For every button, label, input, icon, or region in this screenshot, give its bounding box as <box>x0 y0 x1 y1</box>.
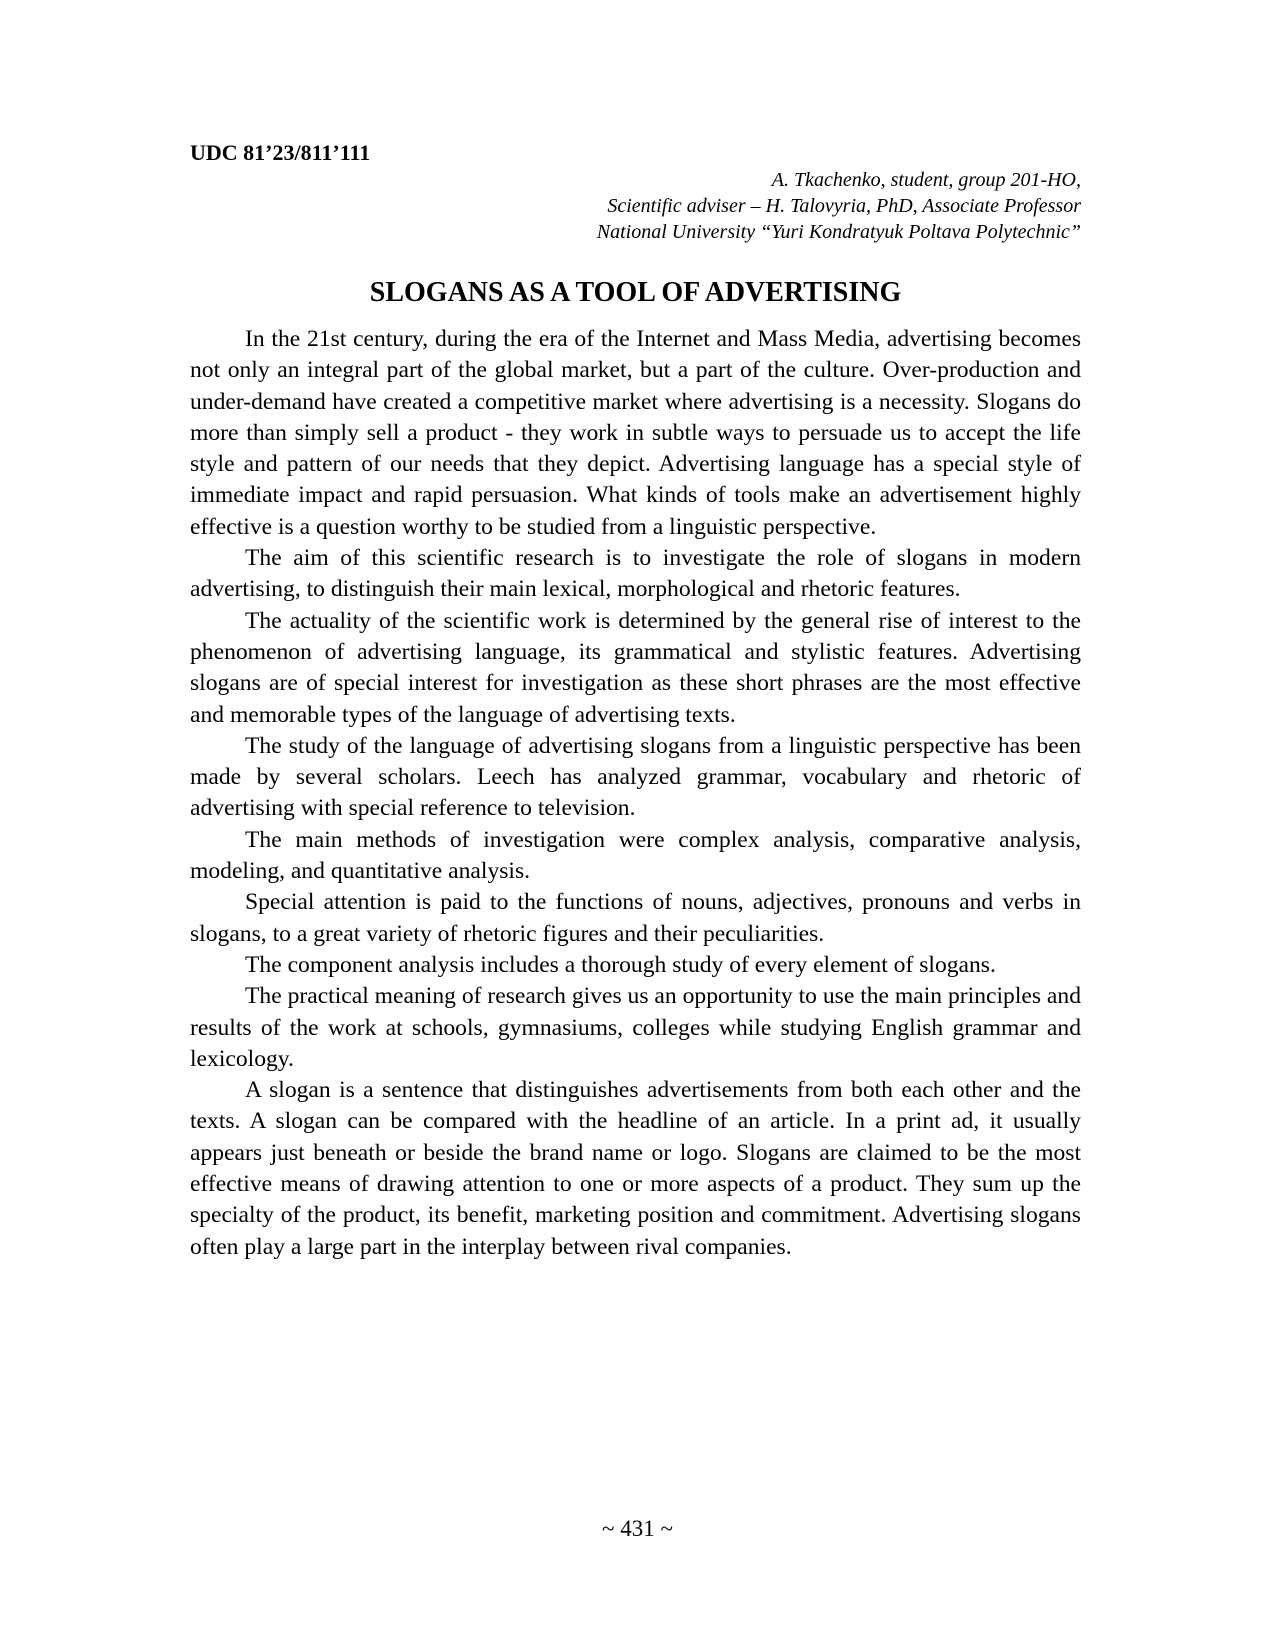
paragraph: The study of the language of advertising slogans from a linguistic perspective has been made by several scholars. Leech has analyzed grammar, vocabulary and rhetoric of advertising with special reference to television. <box>190 732 1081 822</box>
paragraph: A slogan is a sentence that distinguishes advertisements from both each other and the texts. A slogan can be compared with the headline of an article. In a print ad, it usually appears just beneath or beside the brand name or logo. Slogans are claimed to be the most effective means of drawing attention to one or more aspects of a product. They sum up the specialty of the product, its benefit, marketing position and commitment. Advertising slogans often play a large part in the interplay between rival companies. <box>190 1077 1081 1260</box>
paragraph: The actuality of the scientific work is determined by the general rise of interest to the phenomenon of advertising language, its grammatical and stylistic features. Advertising slogans are of special interest for investigation as these short phrases are the most effective and memorable types of the language of advertising texts. <box>190 607 1081 728</box>
article-title: SLOGANS AS A TOOL OF ADVERTISING <box>369 277 902 308</box>
paragraph: The practical meaning of research gives us an opportunity to use the main principles and results of the work at schools, gymnasiums, colleges while studying English grammar and lexicology. <box>190 983 1081 1072</box>
institution-line: National University “Yuri Kondratyuk Poltava Polytechnic” <box>596 221 1081 243</box>
adviser-line: Scientific adviser – H. Talovyria, PhD, Associate Professor <box>607 195 1081 217</box>
paragraph: In the 21st century, during the era of the Internet and Mass Media, advertising becomes not only an integral part of the global market, but a part of the culture. Over-production and under-demand have created a competitive market where advertising is a necessity. Slogans do more than simply sell a product - they work in subtle ways to persuade us to accept the life style and pattern of our needs that they depict. Advertising language has a special style of immediate impact and rapid persuasion. What kinds of tools make an advertisement highly effective is a question worthy to be studied from a linguistic perspective. <box>190 326 1081 540</box>
paragraph: The aim of this scientific research is to investigate the role of slogans in modern advertising, to distinguish their main lexical, morphological and rhetoric features. <box>190 545 1081 603</box>
paragraph: The component analysis includes a thorough study of every element of slogans. <box>245 951 996 978</box>
author-block <box>190 167 1081 245</box>
paragraph: The main methods of investigation were complex analysis, comparative analysis, modeling, and quantitative analysis. <box>190 826 1081 885</box>
author-line: A. Tkachenko, student, group 201-HO, <box>771 169 1081 191</box>
article-body <box>190 324 1081 1263</box>
paragraph: Special attention is paid to the functions of nouns, adjectives, pronouns and verbs in slogans, to a great variety of rhetoric figures and their peculiarities. <box>190 889 1081 947</box>
page-number: ~ 431 ~ <box>602 1516 673 1541</box>
udc-code: UDC 81’23/811’111 <box>190 140 371 165</box>
